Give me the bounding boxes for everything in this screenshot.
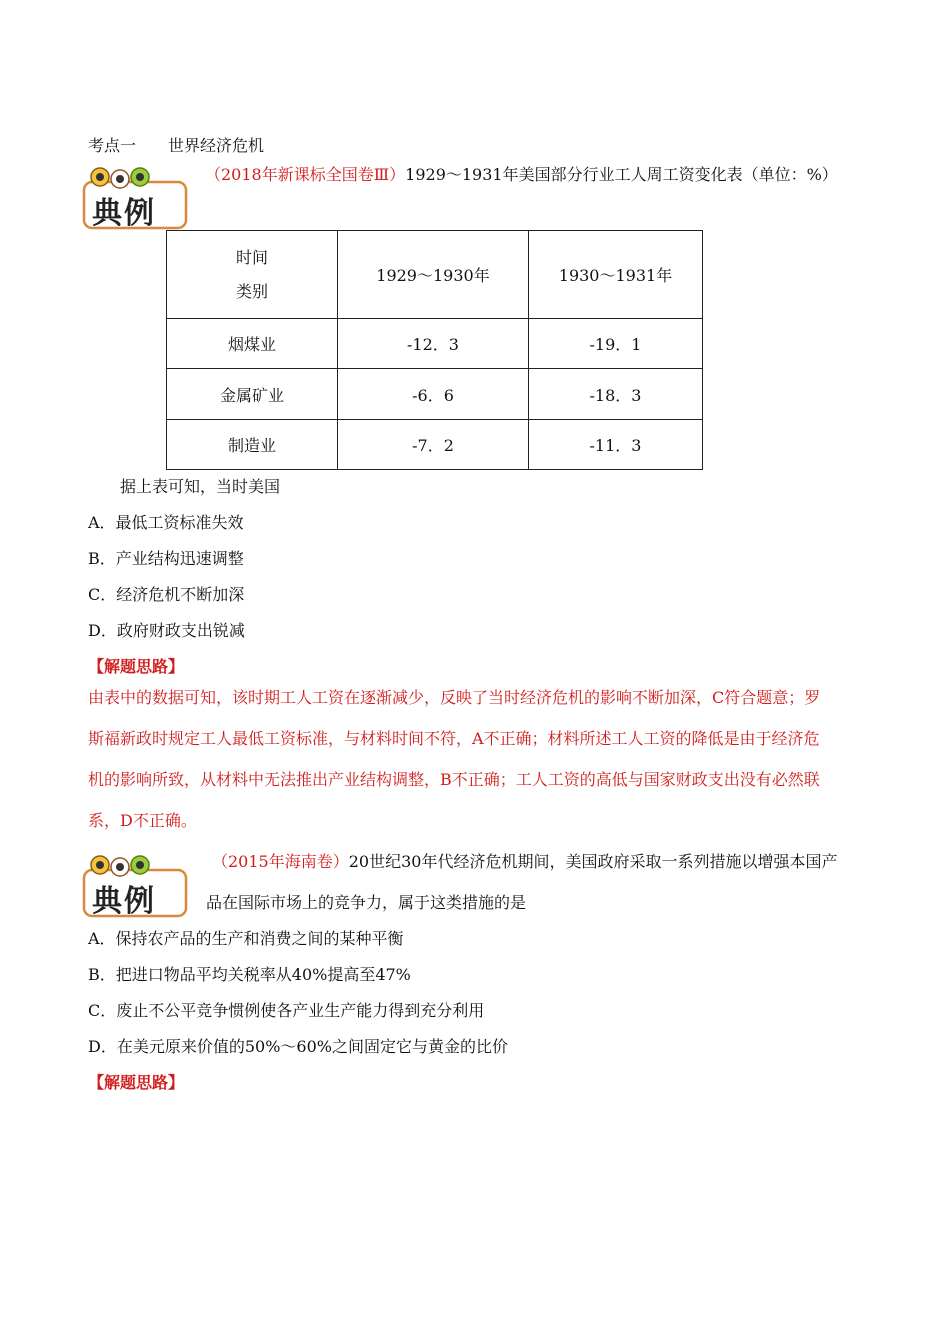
question-1-source: （2018年新课标全国卷Ⅲ） [205,165,406,184]
question-2-source: （2015年海南卷） [212,852,349,871]
table-row [167,420,703,470]
option-b: B．把进口物品平均关税率从40%提高至47% [88,965,411,984]
table-row [167,369,703,420]
analysis-label: 【解题思路】 [88,1073,185,1092]
question-1-stem [205,162,838,185]
question-2-text: 20世纪30年代经济危机期间，美国政府采取一系列措施以增强本国产 [348,852,838,871]
example-badge-label: 典例 [92,196,156,231]
wage-change-table [166,230,703,470]
analysis-label: 【解题思路】 [88,657,185,676]
question-2-stem [212,849,837,872]
table-cell: -12．3 [338,319,529,369]
table-header-time: 时间 [235,247,268,267]
question-1-text: 1929～1931年美国部分行业工人周工资变化表（单位：%） [405,165,838,184]
table-cell: -18．3 [529,369,703,420]
option-b: B．产业结构迅速调整 [88,549,244,568]
option-c: C．经济危机不断加深 [88,585,245,604]
example-badge [82,160,190,232]
table-header-corner [167,231,338,319]
table-column-header: 1930～1931年 [529,231,703,319]
table-cell: -7．2 [338,420,529,470]
table-row-label: 制造业 [167,420,338,470]
analysis-line: 斯福新政时规定工人最低工资标准，与材料时间不符，A不正确；材料所述工人工资的降低是由于经济危 [88,729,820,748]
analysis-line: 由表中的数据可知，该时期工人工资在逐渐减少，反映了当时经济危机的影响不断加深，C符合题意；罗 [88,688,821,707]
example-badge [82,848,190,920]
table-row [167,319,703,369]
table-header-category: 类别 [235,281,268,301]
question-1-prompt: 据上表可知，当时美国 [120,477,281,496]
analysis-text [88,677,866,841]
option-d: D．在美元原来价值的50%～60%之间固定它与黄金的比价 [88,1037,508,1056]
option-d: D．政府财政支出锐减 [88,621,245,640]
table-cell: -6．6 [338,369,529,420]
option-a: A．最低工资标准失效 [88,513,244,532]
analysis-line: 系，D不正确。 [88,811,197,830]
question-2-text-cont: 品在国际市场上的竞争力，属于这类措施的是 [206,893,527,912]
table-row-label: 金属矿业 [167,369,338,420]
example-badge-label: 典例 [92,884,156,919]
option-c: C．废止不公平竞争惯例使各产业生产能力得到充分利用 [88,1001,485,1020]
section-title: 考点一 世界经济危机 [88,136,265,155]
table-column-header: 1929～1930年 [338,231,529,319]
table-cell: -19．1 [529,319,703,369]
table-row-label: 烟煤业 [167,319,338,369]
analysis-line: 机的影响所致，从材料中无法推出产业结构调整，B不正确；工人工资的高低与国家财政支出没有必然联 [88,770,820,789]
option-a: A．保持农产品的生产和消费之间的某种平衡 [88,929,404,948]
table-cell: -11．3 [529,420,703,470]
